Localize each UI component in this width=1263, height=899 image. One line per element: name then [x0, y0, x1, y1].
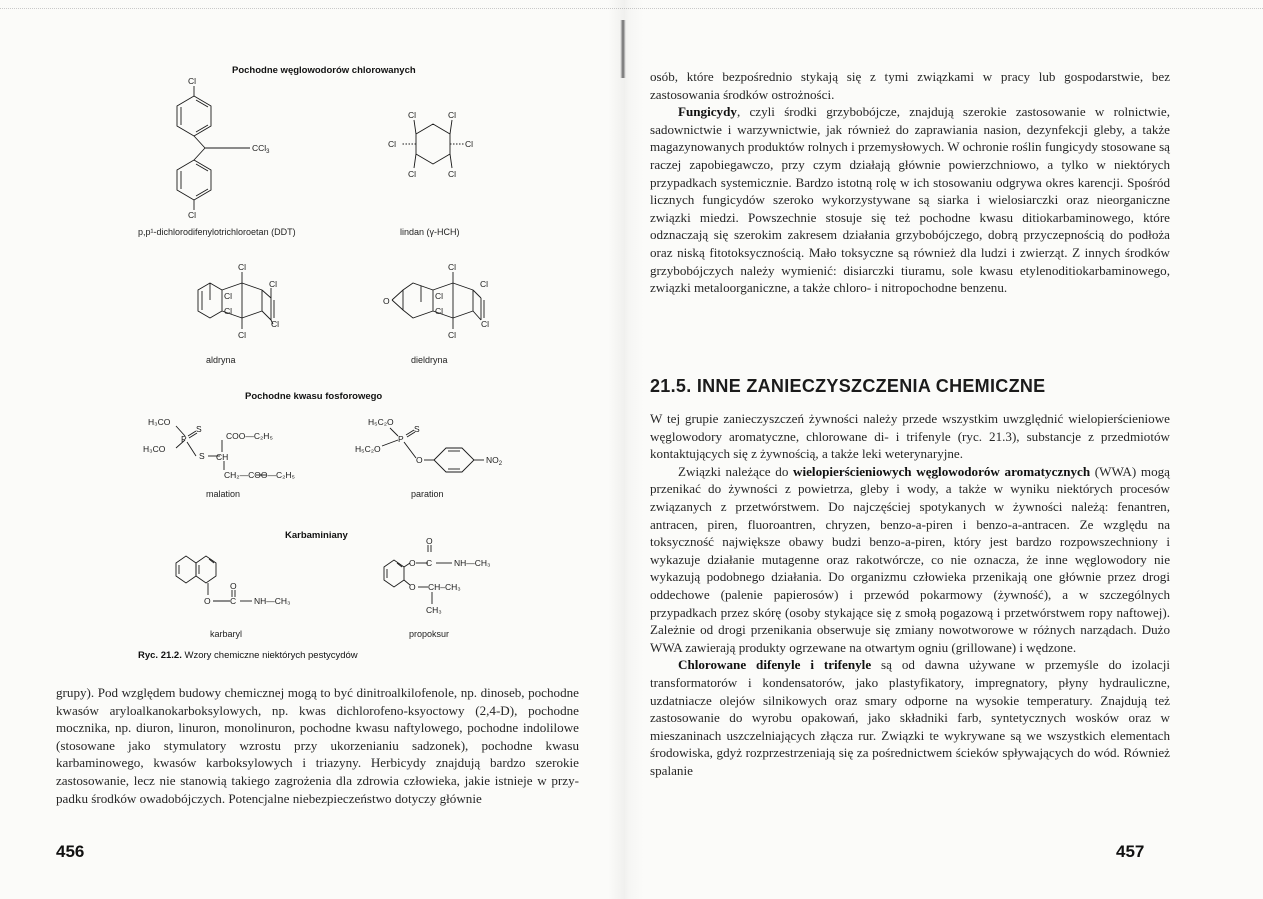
atom-label: O [426, 536, 433, 546]
page-number-right: 457 [1116, 842, 1145, 861]
page-number-left: 456 [56, 842, 85, 861]
compound-name-aldrin: aldryna [206, 355, 236, 365]
left-body-text [56, 684, 579, 807]
atom-label: C [230, 596, 237, 606]
atom-label: Cl [435, 291, 444, 301]
aldrin-structure [198, 272, 274, 329]
atom-label: P [398, 434, 404, 444]
atom-label: O [416, 455, 423, 465]
atom-label: O [383, 296, 390, 306]
atom-label: Cl [388, 139, 397, 149]
propoxur-structure [384, 545, 452, 604]
section-heading: 21.5. INNE ZANIECZYSZCZENIA CHEMICZNE [650, 376, 1046, 396]
ddt-structure [177, 86, 250, 210]
atom-label: CH–CH₃ [428, 582, 461, 592]
atom-label: H₃CO [148, 417, 171, 427]
compound-name-propoxur: propoksur [409, 629, 450, 639]
term-wwa: wielopierścieniowych węglowodorów aromatycznych [793, 463, 1091, 479]
atom-label: NH—CH₃ [254, 596, 291, 606]
atom-label: Cl [448, 169, 457, 179]
atom-label: Cl [188, 76, 197, 86]
figure-caption-text: Wzory chemiczne niektórych pestycydów [184, 650, 358, 661]
atom-label: Cl [238, 262, 247, 272]
body-paragraph-pcb [650, 656, 1170, 779]
atom-label: CH [216, 452, 229, 462]
figure-caption-label: Ryc. 21.2. [138, 650, 182, 661]
atom-label: H₅C₂O [368, 417, 394, 427]
body-text: (WWA) mogą przenikać do żywności z powietrza, gleby i wody, a także w wyniku niektórych procesów związanych z przetwórstwem. Do najczęściej spotykanych w żywności należą: fenantren, antracen, piren, fluoroantren, chryzen, benzo-a-piren i benzo-a-antracen. Ze względu na toksyczność największe obawy budzi benzo-a-piren, który jest bardzo rozpowszechniony i wykazuje działanie mutagenne oraz rakotwórcze, co nie oznacza, że inne węglowodory nie wykazują podobnego działania. Do organizmu człowieka przenikają one głównie przez drogi oddechowe (palenie papierosów) i przewód pokarmowy (żywność), a w szczególnych przypadkach przez skórę (osoby stykające się z smołą pogazową i przetwórstwem ropy naftowej). Zależnie od drogi przenikania obserwuje się zmiany nowotworowe w różnych narządach. Dużo WWA zawierają produkty ogrzewane na otwartym ogniu (grillowane) i wędzone. [650, 463, 1170, 655]
atom-label: P [181, 434, 187, 444]
atom-label: S [196, 424, 202, 434]
figure-heading-carbamates: Karbaminiany [285, 530, 348, 541]
compound-name-dieldrin: dieldryna [411, 355, 448, 365]
atom-label: Cl [224, 291, 233, 301]
body-paragraph: W tej grupie zanieczyszczeń żywności należy przede wszystkim uwzględnić wielopierścieniowe węglowodory aromatyczne, chlorowane di- i trifenyle (ryc. 21.3), substancje z przedmiotów kontaktujących się z żywnością, a także leki weterynaryjne. [650, 411, 1170, 462]
compound-name-carbaryl: karbaryl [210, 629, 243, 639]
compound-name-ddt: p,p¹-dichlorodifenylotrichloroetan (DDT) [138, 227, 296, 237]
atom-label: S [199, 451, 205, 461]
atom-label: Cl [448, 262, 457, 272]
atom-label: H₅C₂O [355, 444, 381, 454]
lindane-structure [402, 120, 464, 168]
atom-label: NH—CH₃ [454, 558, 491, 568]
atom-label: O [204, 596, 211, 606]
right-page [632, 0, 1263, 899]
body-text: Związki należące do [678, 463, 794, 479]
atom-label: Cl [435, 306, 444, 316]
atom-label: Cl [271, 319, 280, 329]
body-paragraph: osób, które bezpośrednio stykają się z tymi związkami w pracy lub gospodarstwie, bez zastosowania środków ostrożności. [650, 69, 1170, 102]
atom-label: COO—C₂H₅ [226, 431, 273, 441]
figure-heading-phosphoric: Pochodne kwasu fosforowego [245, 391, 383, 402]
atom-label: Cl [188, 210, 197, 220]
atom-label: C [426, 558, 433, 568]
atom-label: O [409, 558, 416, 568]
atom-label: O [409, 582, 416, 592]
body-paragraph-wwa [650, 463, 1170, 657]
carbaryl-structure [176, 556, 252, 601]
atom-label: Cl [224, 306, 233, 316]
figure-caption [138, 650, 358, 661]
atom-label: Cl [448, 330, 457, 340]
right-body-text-bottom [650, 410, 1170, 779]
left-page [0, 0, 630, 899]
compound-name-malathion: malation [206, 489, 241, 499]
term-fungicides: Fungicydy [678, 104, 737, 120]
atom-label: CH₃ [426, 605, 442, 615]
body-paragraph-fungicides [650, 103, 1170, 297]
term-chlorinated-biphenyls: Chlorowane difenyle i trifenyle [678, 657, 872, 673]
atom-label: Cl [481, 319, 490, 329]
atom-label: $NO_2$ [486, 455, 503, 467]
atom-label: Cl [269, 279, 278, 289]
compound-name-parathion: paration [411, 489, 444, 499]
atom-label: CCl$_3$ [252, 143, 270, 155]
atom-label: CH₂—COO—C₂H₅ [224, 470, 295, 480]
compound-name-lindane: lindan (γ-HCH) [400, 227, 460, 237]
atom-label: Cl [448, 110, 457, 120]
body-text: , czyli środki grzybobójcze, znajdują szerokie zastosowanie w rolnictwie, sadownictwie i warzywnictwie, jak również do zaprawiania nasion, dezynfekcji gleby, a także magazynowanych produktów rolnych i przemysłowych. W ochronie roślin fungicydy stosowane są raczej zapobiegawczo, przy czym działają głównie powierzchniowo, a tylko w niektórych przypadkach systemicznie. Bardzo istotną rolę w ich stosowaniu odgrywa okres karencji. Spośród licznych fungicydów szeroko wykorzystywane są siarka i wielosiarczki oraz nieorganiczne związki miedzi. Powszechnie stosuje się też pochodne kwasu ditiokarbaminowego, które odznaczają się szerokim zakresem działania grzybobójczego, dobrą przyczepnością do podłoża oraz niską fitotoksycznością. Mało toksyczne są również dla ludzi i zwierząt. Z innych środków grzybobójczych należy wymienić: disiarczki tiuramu, sole kwasu etylenoditiokarbaminowego, związki metaloorganiczne, a także chloro- i nitropochodne benzenu. [650, 104, 1170, 296]
atom-label: Cl [480, 279, 489, 289]
atom-label: S [414, 424, 420, 434]
atom-label: H₃CO [143, 444, 166, 454]
atom-label: Cl [238, 330, 247, 340]
atom-label: Cl [465, 139, 474, 149]
atom-label: O [230, 581, 237, 591]
right-body-text-top [650, 68, 1170, 297]
atom-label: Cl [408, 110, 417, 120]
figure-heading-chlorinated: Pochodne węglowodorów chlorowanych [232, 65, 416, 76]
chemical-structures-figure [0, 0, 630, 680]
body-paragraph: grupy). Pod względem budowy chemicznej mogą to być dinitroalkilofenole, np. dinoseb, pochodne kwasów aryloalkanokarboksylowych, np. kwas dichlorofeno-ksyoctowy (2,4-D), pochodne mocznika, np. diuron, linuron, monolinuron, pochodne kwasu naftylowego, pochodne indolilowe (stosowane jako stymulatory wzrostu przy ukorzenianiu sadzonek), pochodne kwasu karbaminowego, kwasów karboksylowych i triazyny. Herbicydy znajdują bardzo szerokie zastosowanie, lecz nie stanowią takiego zagrożenia dla zdrowia człowieka, jakie istnieje w przy-padku środków owadobójczych. Potencjalne niebezpieczeństwo dotyczy głównie [56, 685, 579, 806]
atom-label: Cl [408, 169, 417, 179]
body-text: są od dawna używane w przemyśle do izolacji transformatorów i kondensatorów, jako plastyfikatory, impregnatory, płyny hydrauliczne, uzdatniacze olejów silnikowych oraz smary odporne na wysokie temperatury. Znajdują też zastosowanie do wyrobu opakowań, jako składniki farb, syntetycznych wosków oraz w mieszaninach uszczelniających złącza rur. Związki te wykrywane są we wszystkich elementach środowiska, gdyż rozprzestrzeniają się za pośrednictwem ścieków spływających do wód. Również spalanie [650, 657, 1170, 778]
